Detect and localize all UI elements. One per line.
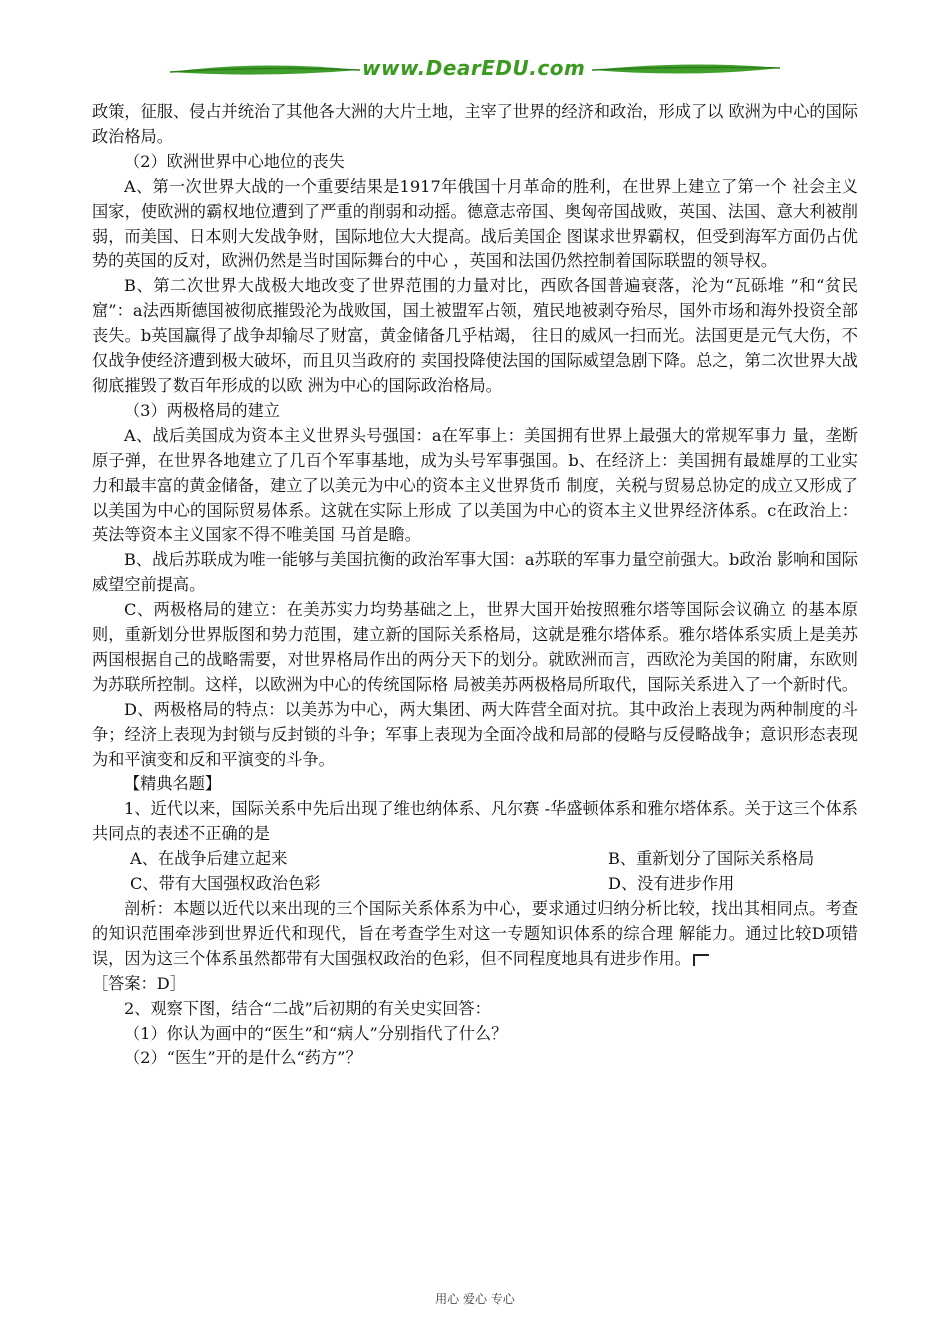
analysis-paragraph xyxy=(92,897,858,972)
paragraph: A、第一次世界大战的一个重要结果是1917年俄国十月革命的胜利，在世界上建立了第一个 社会主义国家，使欧洲的霸权地位遭到了严重的削弱和动摇。德意志帝国、奥匈帝国战败，英国、法国、意大利被削弱，而美国、日本则大发战争财，国际地位大大提高。战后美国企 图谋求世界霸权，但受到海军方面仍占优势的英国的反对，欧洲仍然是当时国际舞台的中心 ，英国和法国仍然控制着国际联盟的领导权。 xyxy=(92,176,858,271)
answer-options xyxy=(92,847,858,897)
option-d: D、没有进步作用 xyxy=(608,874,735,894)
question-2: 2、观察下图，结合“二战”后初期的有关史实回答： xyxy=(124,998,491,1018)
section-heading: 【精典名题】 xyxy=(124,774,222,794)
page-footer: 用心 爱心 专心 xyxy=(435,1292,515,1306)
option-a: A、在战争后建立起来 xyxy=(130,849,288,869)
question-1: 1、近代以来，国际关系中先后出现了维也纳体系、凡尔赛 -华盛顿体系和雅尔塔体系。关于这三个体系共同点的表述不正确的是 xyxy=(92,799,858,844)
section-heading: （2）欧洲世界中心地位的丧失 xyxy=(124,151,345,171)
question-2-sub-2: （2）“医生”开的是什么“药方”？ xyxy=(124,1048,362,1068)
answer-line: ［答案：D］ xyxy=(92,973,186,993)
paragraph: A、战后美国成为资本主义世界头号强国：a在军事上：美国拥有世界上最强大的常规军事力 量，垄断原子弹，在世界各地建立了几百个军事基地，成为头号军事强国。b、在经济上：美国拥有最雄厚的工业实力和最丰富的黄金储备，建立了以美元为中心的资本主义世界货币 制度，关税与贸易总协定的成立又形成了以美国为中心的国际贸易体系。这就在实际上形成 了以美国为中心的资本主义世界经济体系。c在政治上：英法等资本主义国家不得不唯美国 马首是瞻。 xyxy=(92,425,858,545)
analysis-text: 剖析：本题以近代以来出现的三个国际关系体系为中心，要求通过归纳分析比较，找出其相同点。考查的知识范围牵涉到世界近代和现代，旨在考查学生对这一专题知识体系的综合理 解能力。通过比较D项错误，因为这三个体系虽然都带有大国强权政治的色彩，但不同程度地具有进步作用。 xyxy=(92,899,858,968)
page-header xyxy=(0,48,950,96)
paragraph: B、战后苏联成为唯一能够与美国抗衡的政治军事大国：a苏联的军事力量空前强大。b政治 影响和国际威望空前提高。 xyxy=(92,550,858,595)
document-body xyxy=(92,100,858,1071)
paragraph: 政策，征服、侵占并统治了其他各大洲的大片土地，主宰了世界的经济和政治，形成了以 欧洲为中心的国际政治格局。 xyxy=(92,102,858,146)
site-logo: www.DearEDU.com xyxy=(362,56,586,80)
option-c: C、带有大国强权政治色彩 xyxy=(130,874,321,894)
section-heading: （3）两极格局的建立 xyxy=(124,400,280,420)
paragraph: C、两极格局的建立：在美苏实力均势基础之上，世界大国开始按照雅尔塔等国际会议确立 的基本原则，重新划分世界版图和势力范围，建立新的国际关系格局，这就是雅尔塔体系。雅尔塔体系实质上是美苏两国根据自己的战略需要，对世界格局作出的两分天下的划分。就欧洲而言，西欧沦为美国的附庸，东欧则为苏联所控制。这样，以欧洲为中心的传统国际格 局被美苏两极格局所取代，国际关系进入了一个新时代。 xyxy=(92,600,858,694)
question-2-sub-1: （1）你认为画中的“医生”和“病人”分别指代了什么？ xyxy=(124,1023,508,1043)
paragraph: B、第二次世界大战极大地改变了世界范围的力量对比，西欧各国普遍衰落，沦为“瓦砾堆 ”和“贫民窟”：a法西斯德国被彻底摧毁沦为战败国，国土被盟军占领，殖民地被剥夺殆尽，国外市场和海外投资全部丧失。b英国赢得了战争却输尽了财富，黄金储备几乎枯竭， 往日的威风一扫而光。法国更是元气大伤，不仅战争使经济遭到极大破坏，而且贝当政府的 卖国投降使法国的国际威望急剧下降。总之，第二次世界大战彻底摧毁了数百年形成的以欧 洲为中心的国际政治格局。 xyxy=(92,276,858,395)
option-b: B、重新划分了国际关系格局 xyxy=(608,849,815,869)
paragraph: D、两极格局的特点：以美苏为中心，两大集团、两大阵营全面对抗。其中政治上表现为两种制度的斗争；经济上表现为封锁与反封锁的斗争；军事上表现为全面冷战和局部的侵略与反侵略战争；意识形态表现为和平演变和反和平演变的斗争。 xyxy=(92,699,858,769)
corner-mark xyxy=(693,954,709,966)
